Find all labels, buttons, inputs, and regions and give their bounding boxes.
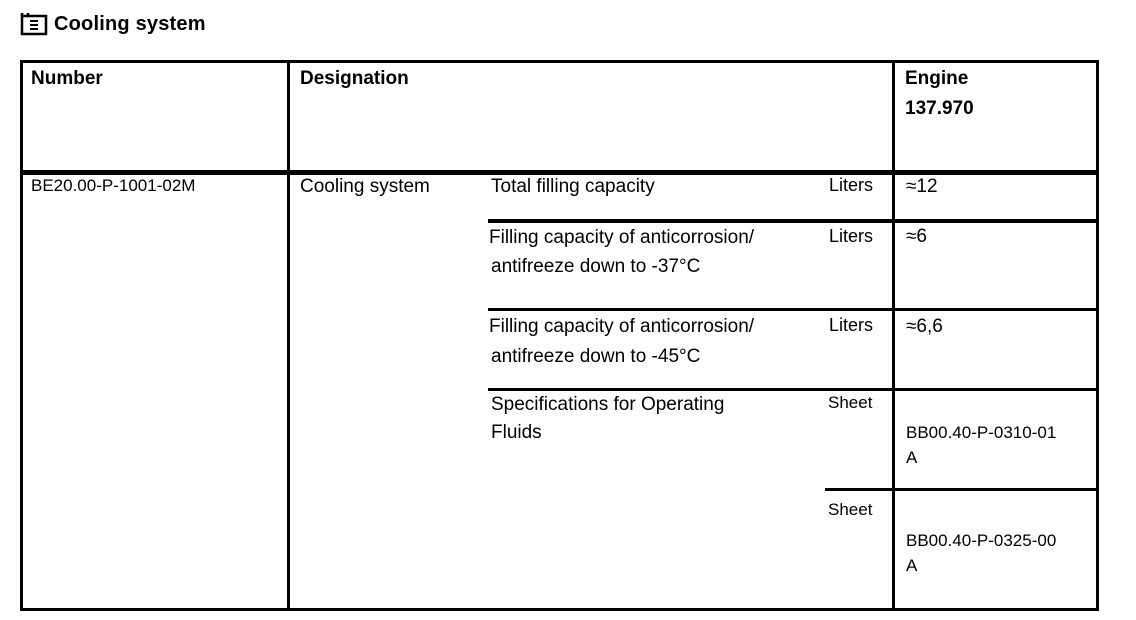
section-title — [20, 9, 206, 39]
table-border-left — [20, 60, 23, 611]
column-separator — [892, 60, 895, 611]
item-description: Fluids — [491, 422, 542, 443]
row-separator — [488, 308, 1099, 311]
item-description: antifreeze down to -37°C — [491, 256, 701, 277]
row-separator — [488, 219, 1099, 223]
table-border-top — [20, 60, 1099, 63]
item-unit: Sheet — [828, 393, 873, 412]
item-unit: Liters — [829, 226, 874, 246]
page-title: Cooling system — [54, 12, 206, 35]
row-separator — [825, 488, 1099, 491]
item-reference: A — [906, 556, 918, 575]
item-unit: Sheet — [828, 500, 873, 519]
item-reference: BB00.40-P-0310-01 — [906, 423, 1057, 442]
item-reference: BB00.40-P-0325-00 — [906, 531, 1057, 550]
header-number: Number — [31, 68, 103, 89]
item-reference: A — [906, 448, 918, 467]
document-list-icon — [20, 12, 48, 36]
item-description: Total filling capacity — [491, 176, 655, 197]
header-designation: Designation — [300, 68, 409, 89]
item-description: Specifications for Operating — [491, 394, 725, 415]
item-description: Filling capacity of anticorrosion/ — [489, 316, 755, 337]
item-unit: Liters — [829, 175, 874, 195]
table-border-bottom — [20, 608, 1099, 611]
table-border-right — [1096, 60, 1099, 611]
item-description: Filling capacity of anticorrosion/ — [489, 227, 755, 248]
item-unit: Liters — [829, 315, 874, 335]
item-value: ≈6 — [906, 226, 927, 247]
column-separator — [287, 60, 290, 611]
header-engine-model: 137.970 — [905, 98, 974, 119]
item-value: ≈6,6 — [906, 316, 943, 337]
document-number: BE20.00-P-1001-02M — [31, 176, 196, 195]
item-value: ≈12 — [906, 176, 938, 197]
header-engine: Engine — [905, 68, 969, 89]
item-description: antifreeze down to -45°C — [491, 346, 701, 367]
group-designation: Cooling system — [300, 176, 430, 197]
specifications-table — [20, 60, 1099, 611]
